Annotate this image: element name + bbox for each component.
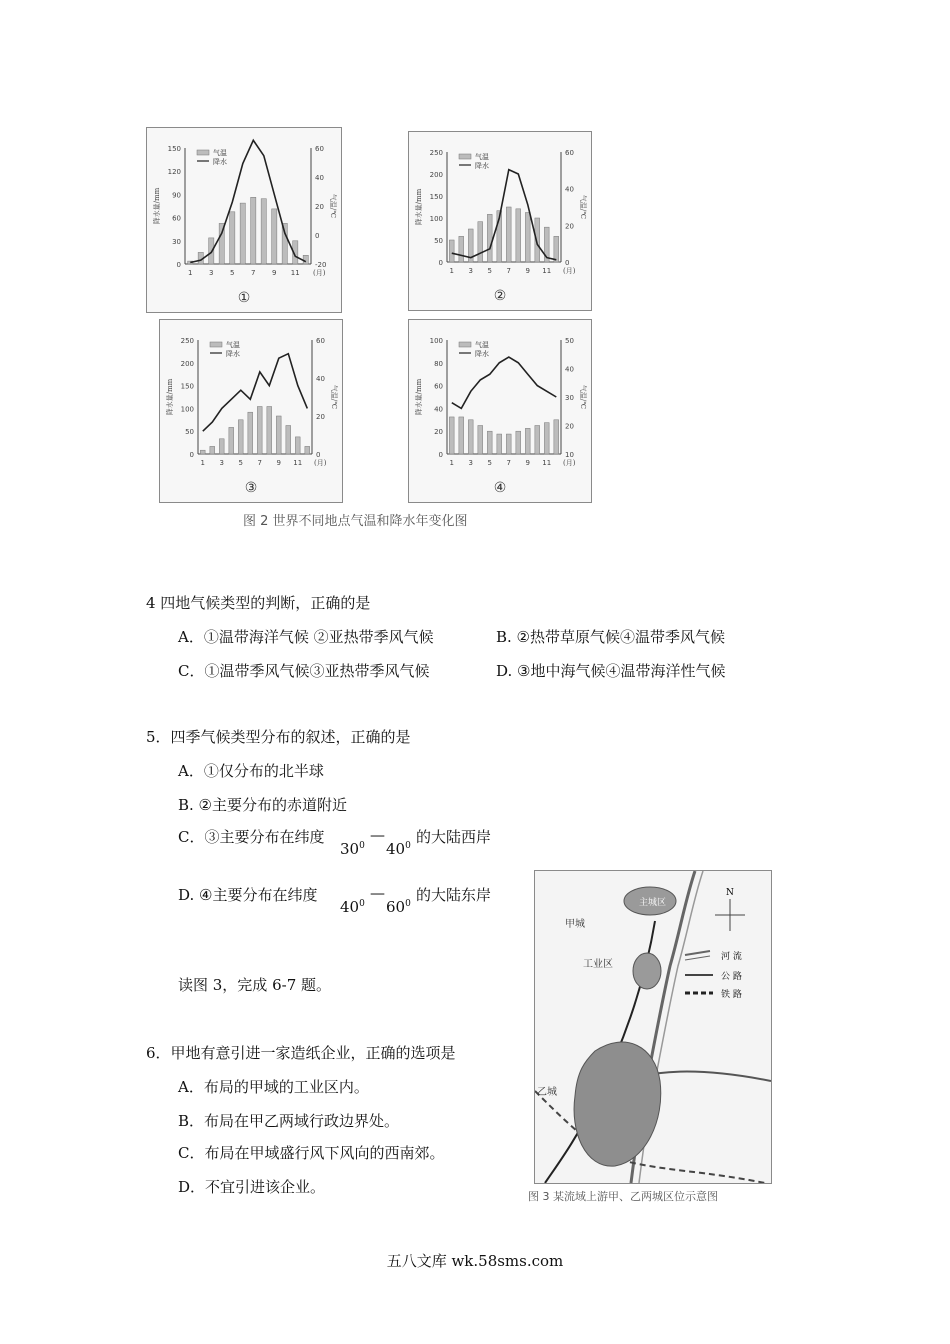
temp-tick: 0 xyxy=(316,451,321,459)
temp-tick: 10 xyxy=(565,451,574,459)
precip-tick: 100 xyxy=(429,215,443,223)
precip-line xyxy=(452,170,557,260)
legend-temp-label: 气温 xyxy=(475,341,489,349)
temp-bar xyxy=(468,420,473,454)
temp-tick: 40 xyxy=(565,365,574,374)
month-tick: 1 xyxy=(188,269,193,277)
figure3-map xyxy=(534,870,772,1184)
temp-bar xyxy=(240,203,245,264)
precip-line xyxy=(203,354,307,432)
legend-temp-swatch xyxy=(197,150,209,155)
month-tick: 5 xyxy=(487,267,492,275)
figure2-caption: 图 2 世界不同地点气温和降水年变化图 xyxy=(243,514,468,529)
climate-chart-2 xyxy=(408,131,592,311)
chart-svg-2 xyxy=(409,132,591,310)
main-city-label: 主城区 xyxy=(639,898,667,908)
panel-id: ③ xyxy=(244,480,258,496)
temp-bar xyxy=(478,222,483,262)
legend-temp-label: 气温 xyxy=(213,149,227,157)
left-axis-label: 降水量/mm xyxy=(415,188,423,226)
month-tick: 1 xyxy=(449,459,454,467)
climate-chart-4 xyxy=(408,319,592,503)
precip-tick: 100 xyxy=(180,405,194,414)
temp-bar xyxy=(516,209,521,262)
q4-option-c: C．①温带季风气候③亚热带季风气候 xyxy=(178,662,430,680)
month-tick: 3 xyxy=(209,269,214,277)
precip-tick: 90 xyxy=(172,191,181,200)
month-tick: 7 xyxy=(257,459,262,467)
panel-id: ① xyxy=(237,290,251,306)
left-axis-label: 降水量/mm xyxy=(415,378,423,416)
temp-bar xyxy=(487,214,492,262)
temp-bar xyxy=(282,223,287,264)
legend-rail: 铁 路 xyxy=(721,990,742,1000)
month-unit: (月) xyxy=(563,267,576,275)
temp-bar xyxy=(459,236,464,262)
q4-option-b: B. ②热带草原气候④温带季风气候 xyxy=(496,628,726,646)
precip-tick: 0 xyxy=(438,259,443,267)
temp-bar xyxy=(544,423,549,454)
legend-temp-label: 气温 xyxy=(475,153,489,161)
q6-option-b: B．布局在甲乙两域行政边界处。 xyxy=(178,1112,400,1130)
precip-tick: 100 xyxy=(429,337,443,345)
precip-tick: 0 xyxy=(438,451,443,459)
temp-bar xyxy=(478,426,483,455)
temp-bar xyxy=(449,417,454,454)
month-tick: 9 xyxy=(276,459,281,467)
panel-id: ② xyxy=(493,288,507,304)
temp-bar xyxy=(286,426,291,455)
month-unit: (月) xyxy=(314,459,327,467)
q5-c-dash: — xyxy=(370,826,385,844)
legend-temp-swatch xyxy=(210,342,222,347)
precip-line xyxy=(452,357,557,408)
temp-bar xyxy=(200,450,205,454)
precip-tick: 50 xyxy=(185,428,194,437)
precip-tick: 60 xyxy=(172,214,181,223)
industrial-label: 工业区 xyxy=(583,959,613,970)
temp-bar xyxy=(230,212,235,264)
precip-tick: 0 xyxy=(176,261,181,269)
q4-stem: 4 四地气候类型的判断，正确的是 xyxy=(146,594,371,612)
temp-bar xyxy=(257,407,262,455)
temp-bar xyxy=(497,434,502,454)
temp-bar xyxy=(449,240,454,262)
temp-bar xyxy=(506,434,511,454)
q6-option-c: C．布局在甲域盛行风下风向的西南郊。 xyxy=(178,1144,445,1162)
temp-bar xyxy=(261,199,266,264)
temp-bar xyxy=(295,437,300,454)
legend-precip-label: 降水 xyxy=(475,350,489,358)
q5-option-a: A．①仅分布的北半球 xyxy=(178,762,324,780)
climate-chart-1 xyxy=(146,127,342,313)
precip-tick: 20 xyxy=(434,428,443,437)
q5-option-c xyxy=(178,826,324,847)
q5-d-lat-from: $40^0$ xyxy=(340,898,365,916)
right-axis-label: 气温/℃ xyxy=(330,384,338,410)
industrial-area xyxy=(633,953,661,989)
month-tick: 9 xyxy=(272,269,277,277)
temp-bar xyxy=(303,255,308,264)
temp-tick: 30 xyxy=(565,394,574,402)
month-tick: 5 xyxy=(487,459,492,467)
precip-tick: 250 xyxy=(429,149,443,157)
precip-tick: 150 xyxy=(167,145,181,153)
q4-option-d: D. ③地中海气候④温带海洋性气候 xyxy=(496,662,726,680)
precip-tick: 150 xyxy=(429,193,443,201)
right-axis-label: 气温/℃ xyxy=(579,384,587,410)
month-tick: 11 xyxy=(293,459,303,467)
month-tick: 7 xyxy=(506,459,511,467)
left-axis-label: 降水量/mm xyxy=(166,378,174,416)
climate-chart-3 xyxy=(159,319,343,503)
chart-svg-4 xyxy=(409,320,591,502)
q5-d-dash: — xyxy=(370,884,385,902)
legend-precip-label: 降水 xyxy=(226,350,240,358)
footer-watermark: 五八文库 wk.58sms.com xyxy=(386,1252,564,1270)
temp-tick: 40 xyxy=(565,185,574,194)
temp-tick: 40 xyxy=(316,375,325,383)
q6-stem: 6．甲地有意引进一家造纸企业，正确的选项是 xyxy=(146,1044,456,1062)
temp-bar xyxy=(229,427,234,454)
q5-option-d xyxy=(178,884,317,905)
q4-option-a: A．①温带海洋气候 ②亚热带季风气候 xyxy=(178,628,434,646)
yi-city-label: 乙城 xyxy=(537,1087,557,1098)
temp-tick: 50 xyxy=(565,337,574,345)
month-tick: 7 xyxy=(506,267,511,275)
precip-tick: 150 xyxy=(180,382,194,391)
precip-tick: 80 xyxy=(434,359,443,368)
temp-tick: 20 xyxy=(316,413,325,421)
month-tick: 3 xyxy=(468,459,473,467)
q5-option-c-text: C．③主要分布在纬度 xyxy=(178,828,325,846)
temp-tick: 20 xyxy=(565,422,574,431)
q5-d-lat-to: $60^0$ xyxy=(386,898,411,916)
temp-bar xyxy=(251,197,256,264)
north-label: N xyxy=(726,888,734,898)
panel-id: ④ xyxy=(493,480,507,496)
temp-bar xyxy=(516,431,521,454)
q5-c-lat-from: $30^0$ xyxy=(340,840,365,858)
temp-bar xyxy=(238,420,243,454)
legend-river: 河 流 xyxy=(721,952,742,962)
month-tick: 5 xyxy=(230,269,235,277)
month-tick: 9 xyxy=(525,459,530,467)
month-tick: 9 xyxy=(525,267,530,275)
right-axis-label: 气温/℃ xyxy=(579,194,587,220)
temp-bar xyxy=(459,417,464,454)
month-tick: 3 xyxy=(219,459,224,467)
legend-temp-swatch xyxy=(459,342,471,347)
q6-option-d: D．不宜引进该企业。 xyxy=(178,1178,326,1196)
temp-bar xyxy=(554,420,559,454)
precip-tick: 0 xyxy=(189,451,194,459)
temp-bar xyxy=(267,407,272,455)
legend-temp-swatch xyxy=(459,154,471,159)
q5-c-suffix: 的大陆西岸 xyxy=(416,828,492,846)
month-tick: 11 xyxy=(542,459,552,467)
month-tick: 1 xyxy=(449,267,454,275)
temp-tick: 0 xyxy=(565,259,570,267)
temp-tick: 60 xyxy=(315,145,324,153)
temp-bar xyxy=(525,428,530,454)
month-tick: 3 xyxy=(468,267,473,275)
temp-bar xyxy=(276,416,281,454)
temp-bar xyxy=(487,431,492,454)
temp-bar xyxy=(305,446,310,454)
read-figure3-instruction: 读图 3，完成 6-7 题。 xyxy=(178,976,332,994)
temp-bar xyxy=(506,207,511,262)
precip-tick: 50 xyxy=(434,237,443,245)
map-svg xyxy=(535,871,771,1183)
precip-tick: 250 xyxy=(180,337,194,345)
temp-tick: 60 xyxy=(316,337,325,345)
temp-bar xyxy=(525,213,530,263)
legend-precip-label: 降水 xyxy=(475,162,489,170)
temp-bar xyxy=(210,446,215,454)
q5-d-suffix: 的大陆东岸 xyxy=(416,886,492,904)
figure3-caption: 图 3 某流域上游甲、乙两城区位示意图 xyxy=(528,1190,718,1203)
precip-tick: 60 xyxy=(434,382,443,391)
jia-city-label: 甲城 xyxy=(565,919,585,930)
temp-tick: -20 xyxy=(315,261,327,269)
yi-city-area xyxy=(574,1042,661,1166)
q5-c-lat-to: $40^0$ xyxy=(386,840,411,858)
temp-bar xyxy=(554,236,559,262)
temp-bar xyxy=(248,412,253,454)
temp-tick: 20 xyxy=(315,203,324,211)
left-axis-label: 降水量/mm xyxy=(153,187,161,225)
temp-tick: 0 xyxy=(315,232,320,240)
precip-tick: 120 xyxy=(167,168,181,177)
precip-tick: 40 xyxy=(434,405,443,414)
month-tick: 5 xyxy=(238,459,243,467)
temp-bar xyxy=(272,209,277,264)
q5-stem: 5．四季气候类型分布的叙述，正确的是 xyxy=(146,728,411,746)
temp-tick: 40 xyxy=(315,174,324,182)
temp-tick: 60 xyxy=(565,149,574,157)
month-tick: 11 xyxy=(290,269,300,277)
q5-option-d-text: D. ④主要分布在纬度 xyxy=(178,886,318,904)
precip-tick: 200 xyxy=(429,171,443,179)
month-unit: (月) xyxy=(563,459,576,467)
month-tick: 7 xyxy=(251,269,256,277)
right-axis-label: 气温/℃ xyxy=(329,193,337,219)
month-unit: (月) xyxy=(313,269,326,277)
month-tick: 1 xyxy=(200,459,205,467)
q5-option-b: B. ②主要分布的赤道附近 xyxy=(178,796,348,814)
precip-tick: 30 xyxy=(172,237,181,246)
legend-road: 公 路 xyxy=(721,972,742,982)
temp-tick: 20 xyxy=(565,222,574,231)
month-tick: 11 xyxy=(542,267,552,275)
precip-tick: 200 xyxy=(180,359,194,368)
precip-line xyxy=(190,140,305,262)
temp-bar xyxy=(219,439,224,454)
q6-option-a: A．布局的甲域的工业区内。 xyxy=(178,1078,369,1096)
chart-svg-3 xyxy=(160,320,342,502)
legend-precip-label: 降水 xyxy=(213,158,227,166)
temp-bar xyxy=(535,426,540,455)
legend-temp-label: 气温 xyxy=(226,341,240,349)
chart-svg-1 xyxy=(147,128,341,312)
